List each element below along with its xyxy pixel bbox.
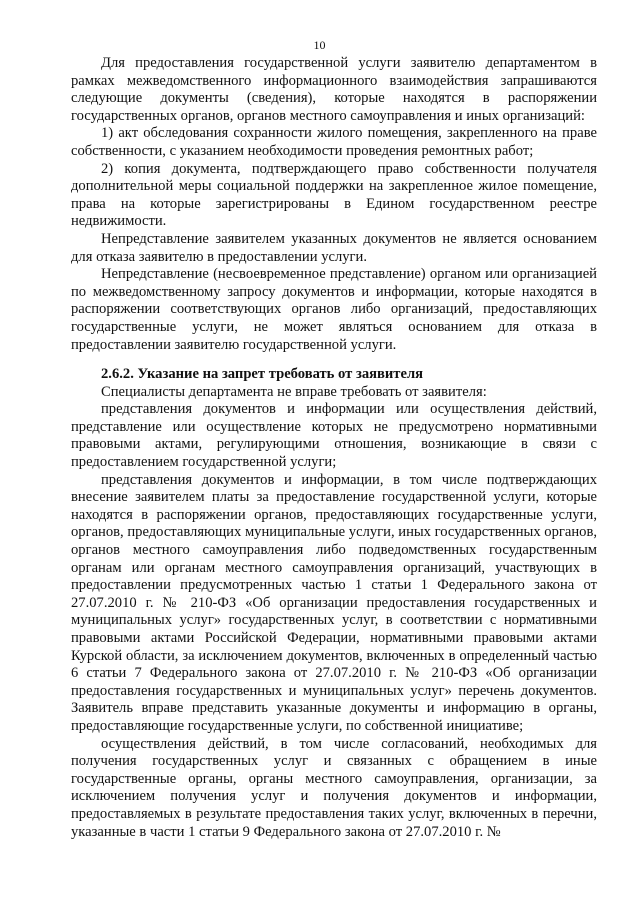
page-body bbox=[71, 55, 597, 841]
list-item-inspection-act: 1) акт обследования сохранности жилого помещения, закрепленного на праве собственности, с указанием необходимости проведения ремонтных работ; bbox=[71, 125, 597, 159]
paragraph-requested-documents: Для предоставления государственной услуги заявителю департаментом в рамках межведомственного информационного взаимодействия запрашиваются следующие документы (сведения), которые находятся в распоряжении государственных органов, органов местного самоуправления и иных организаций: bbox=[71, 55, 597, 124]
paragraph-nonsubmission: Непредставление заявителем указанных документов не является основанием для отказа заявителю в предоставлении услуги. bbox=[71, 230, 597, 265]
list-item-ownership-copy: 2) копия документа, подтверждающего право собственности получателя дополнительной меры социальной поддержки на закрепленное жилое помещение, права на которые зарегистрированы в Едином государственном реестре недвижимости. bbox=[71, 160, 597, 230]
page-number: 10 bbox=[313, 38, 326, 52]
paragraph-prohibition-2: представления документов и информации, в том числе подтверждающих внесение заявителем платы за предоставление государственной услуги, которые находятся в распоряжении органов, предоставляющих государственные услуги, органов, предоставляющих муниципальные услуги, иных государственных органов, органов местного самоуправления либо подведомственных государственным органам или органам местного самоуправления организаций, участвующих в предоставлении предусмотренных частью 1 статьи 1 Федерального закона от 27.07.2010 г. № 210-ФЗ «Об организации предоставления государственных и муниципальных услуг» государственных услуг, в соответствии с нормативными правовыми актами Российской Федерации, нормативными правовыми актами Курской области, за исключением документов, включенных в определенный частью 6 статьи 7 Федерального закона от 27.07.2010 г. № 210-ФЗ «Об организации предоставления государственных и муниципальных услуг» перечень документов. Заявитель вправе представить указанные документы и информацию в органы, предоставляющие государственные услуги, по собственной инициативе; bbox=[71, 471, 597, 734]
paragraph-prohibition-1: представления документов и информации или осуществления действий, представление или осуществление которых не предусмотрено нормативными правовыми актами, регулирующими отношения, возникающие в связи с предоставлением государственной услуги; bbox=[71, 401, 597, 471]
paragraph-prohibition-3: осуществления действий, в том числе согласований, необходимых для получения государственных услуг и связанных с обращением в иные государственные органы, органы местного самоуправления, организации, за исключением получения услуг и получения документов и информации, предоставляемых в результате предоставления таких услуг, включенных в перечни, указанные в части 1 статьи 9 Федерального закона от 27.07.2010 г. № bbox=[71, 735, 597, 840]
section-heading: 2.6.2. Указание на запрет требовать от заявителя bbox=[101, 366, 424, 383]
paragraph-prohibition-intro: Специалисты департамента не вправе требовать от заявителя: bbox=[101, 383, 487, 400]
paragraph-late-submission: Непредставление (несвоевременное представление) органом или организацией по межведомственному запросу документов и информации, которые находятся в распоряжении соответствующих органов либо организаций, предоставляющих государственные услуги, не может являться основанием для отказа в предоставлении заявителю государственной услуги. bbox=[71, 266, 597, 353]
